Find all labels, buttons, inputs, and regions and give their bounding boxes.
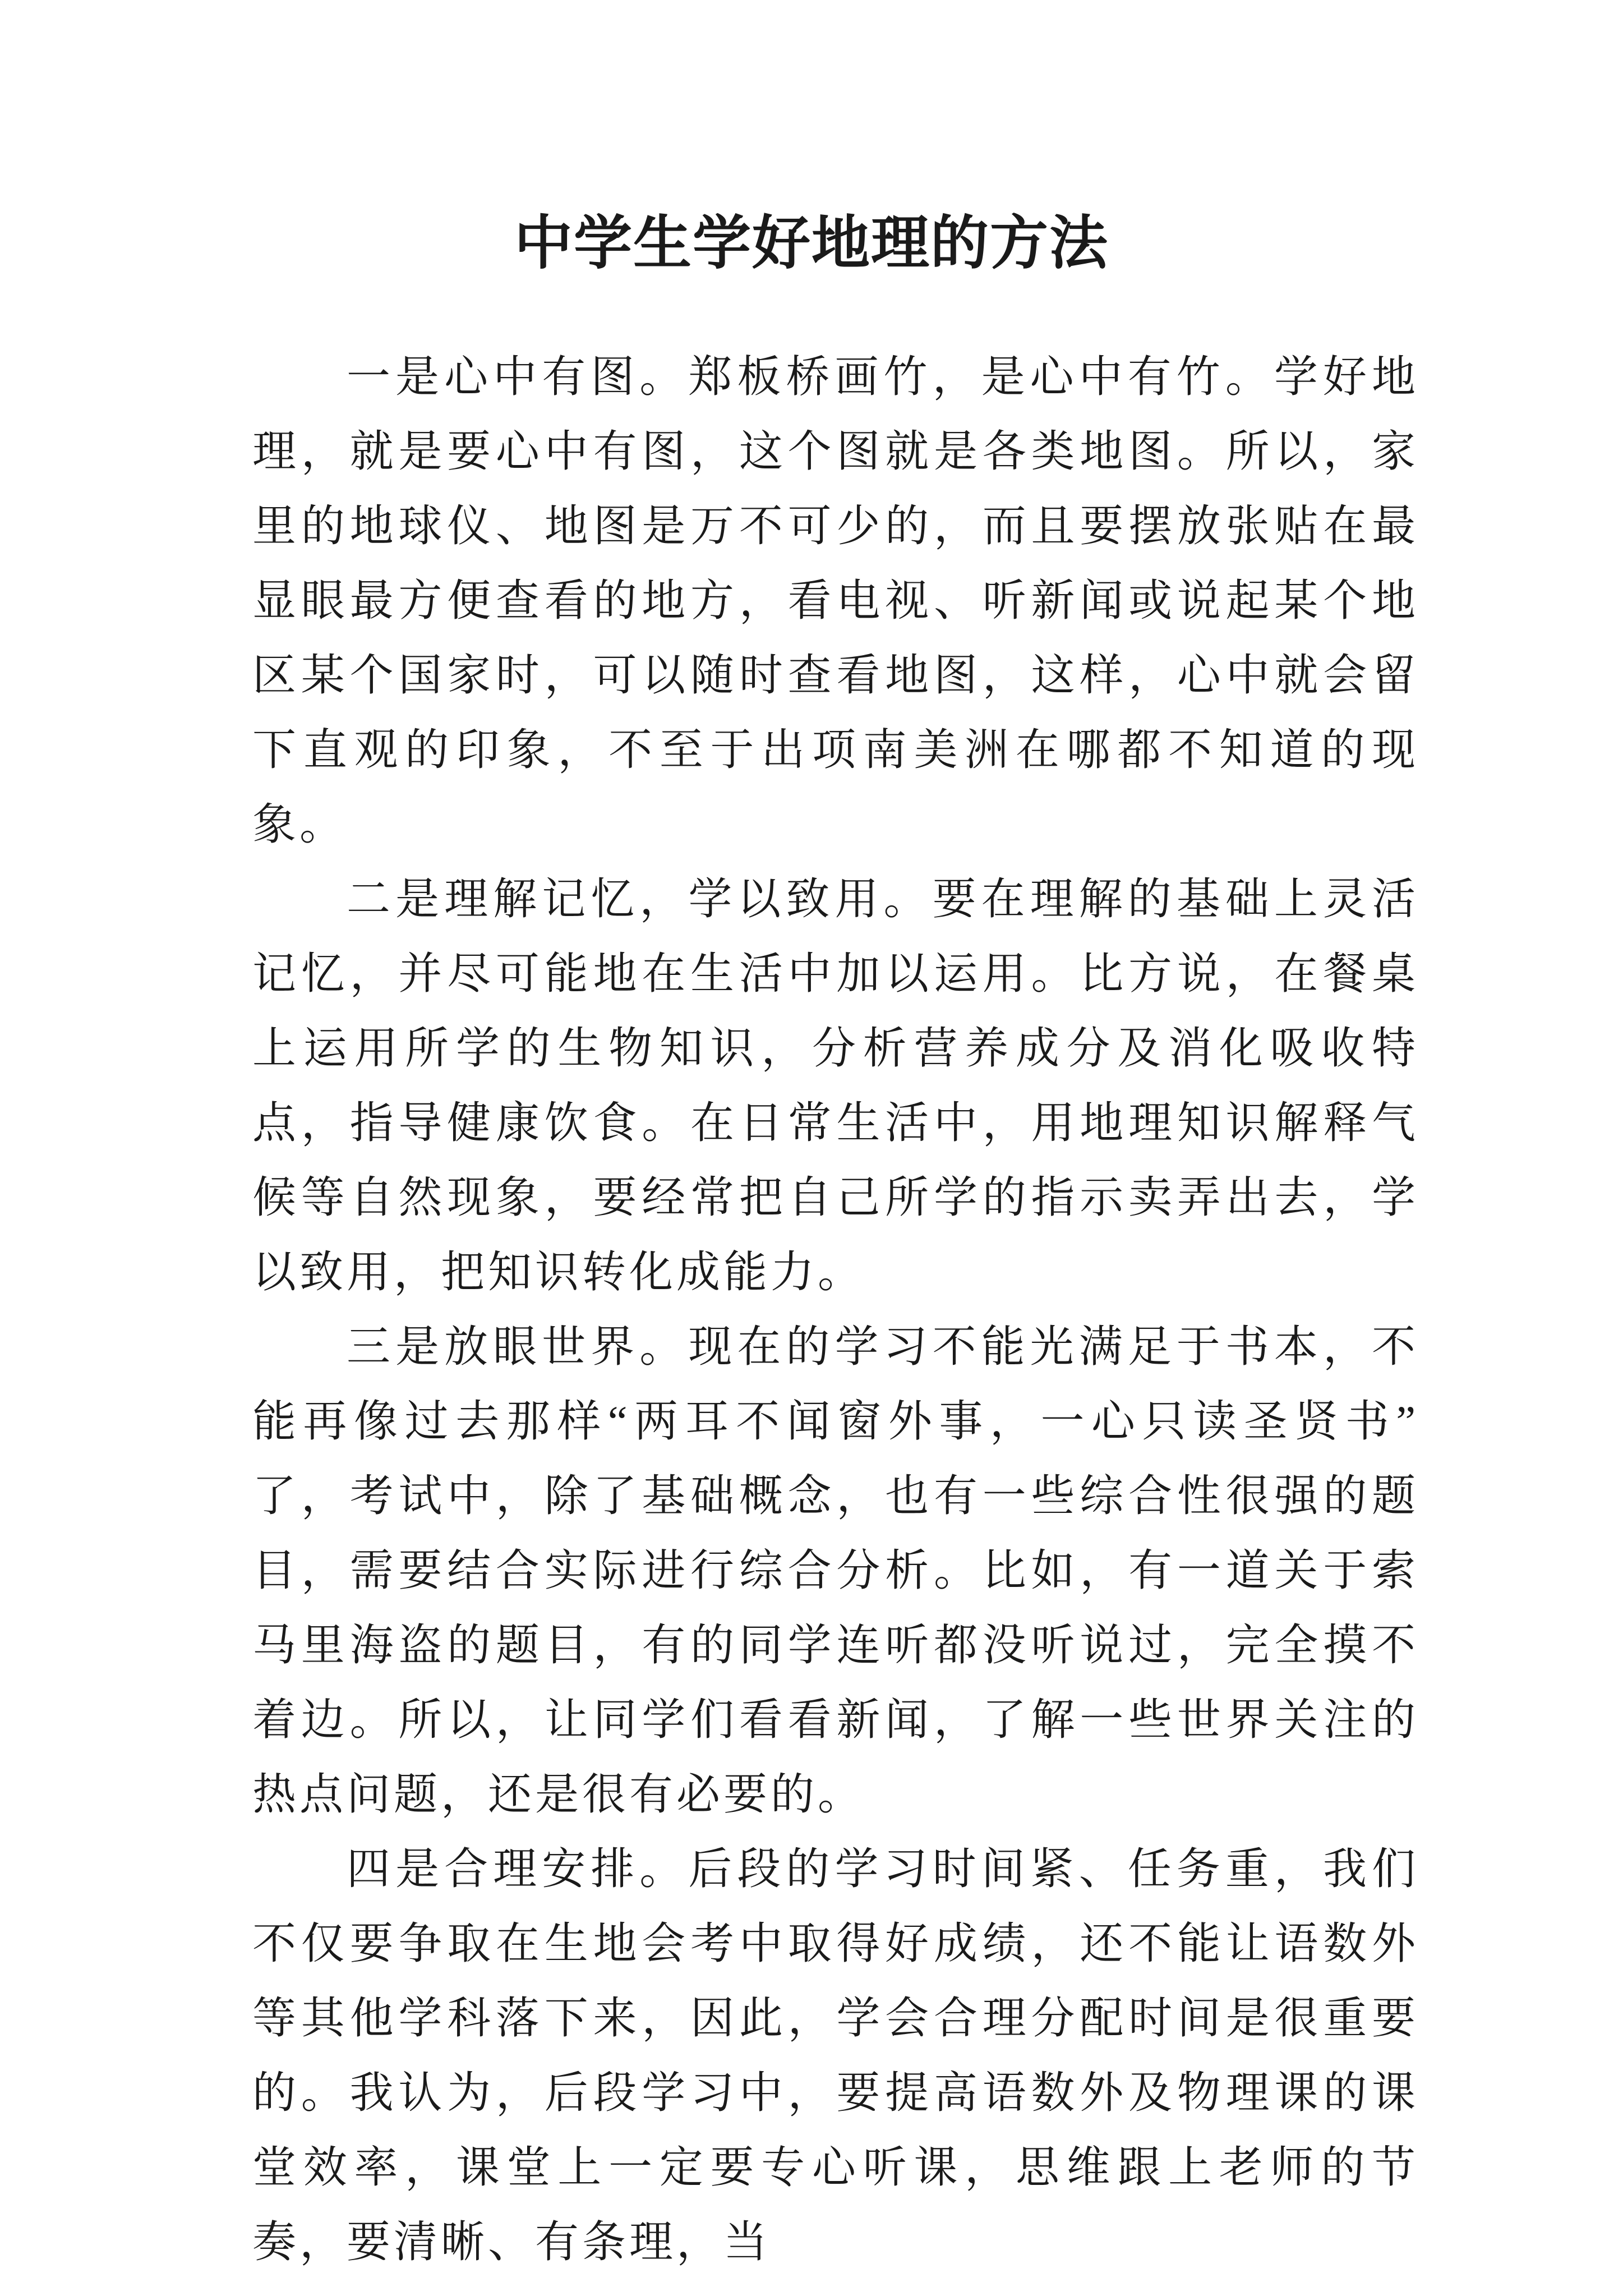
document-title: 中学生学好地理的方法 [514, 211, 1109, 276]
paragraph-3: 三是放眼世界。现在的学习不能光满足于书本，不能再像过去那样“两耳不闻窗外事，一心只读圣贤书” 了，考试中，除了基础概念，也有一些综合性很强的题目，需要结合实际进行综合分析。比如，有一道关于索马里海盗的题目，有的同学连听都没听说过，完全摸不着边。所以，让同学们看看新闻，了解一些世界关注的热点问题，还是很有必要的。 [252, 1322, 1419, 1819]
paragraph-4: 四是合理安排。后段的学习时间紧、任务重，我们不仅要争取在生地会考中取得好成绩，还不能让语数外等其他学科落下来，因此，学会合理分配时间是很重要的。我认为，后段学习中，要提高语数外及物理课的课堂效率，课堂上一定要专心听课，思维跟上老师的节奏，要清晰、有条理，当 [252, 1844, 1419, 2266]
paragraph-2: 二是理解记忆，学以致用。要在理解的基础上灵活记忆，并尽可能地在生活中加以运用。比方说，在餐桌上运用所学的生物知识，分析营养成分及消化吸收特点，指导健康饮食。在日常生活中，用地理知识解释气候等自然现象，要经常把自己所学的指示卖弄出去，学以致用，把知识转化成能力。 [252, 875, 1419, 1296]
document-body [252, 339, 1419, 2279]
paragraph-1: 一是心中有图。郑板桥画竹，是心中有竹。学好地理，就是要心中有图，这个图就是各类地图。所以，家里的地球仪、地图是万不可少的，而且要摆放张贴在最显眼最方便查看的地方，看电视、听新闻或说起某个地区某个国家时，可以随时查看地图，这样，心中就会留下直观的印象，不至于出项南美洲在哪都不知道的现象。 [252, 352, 1419, 849]
